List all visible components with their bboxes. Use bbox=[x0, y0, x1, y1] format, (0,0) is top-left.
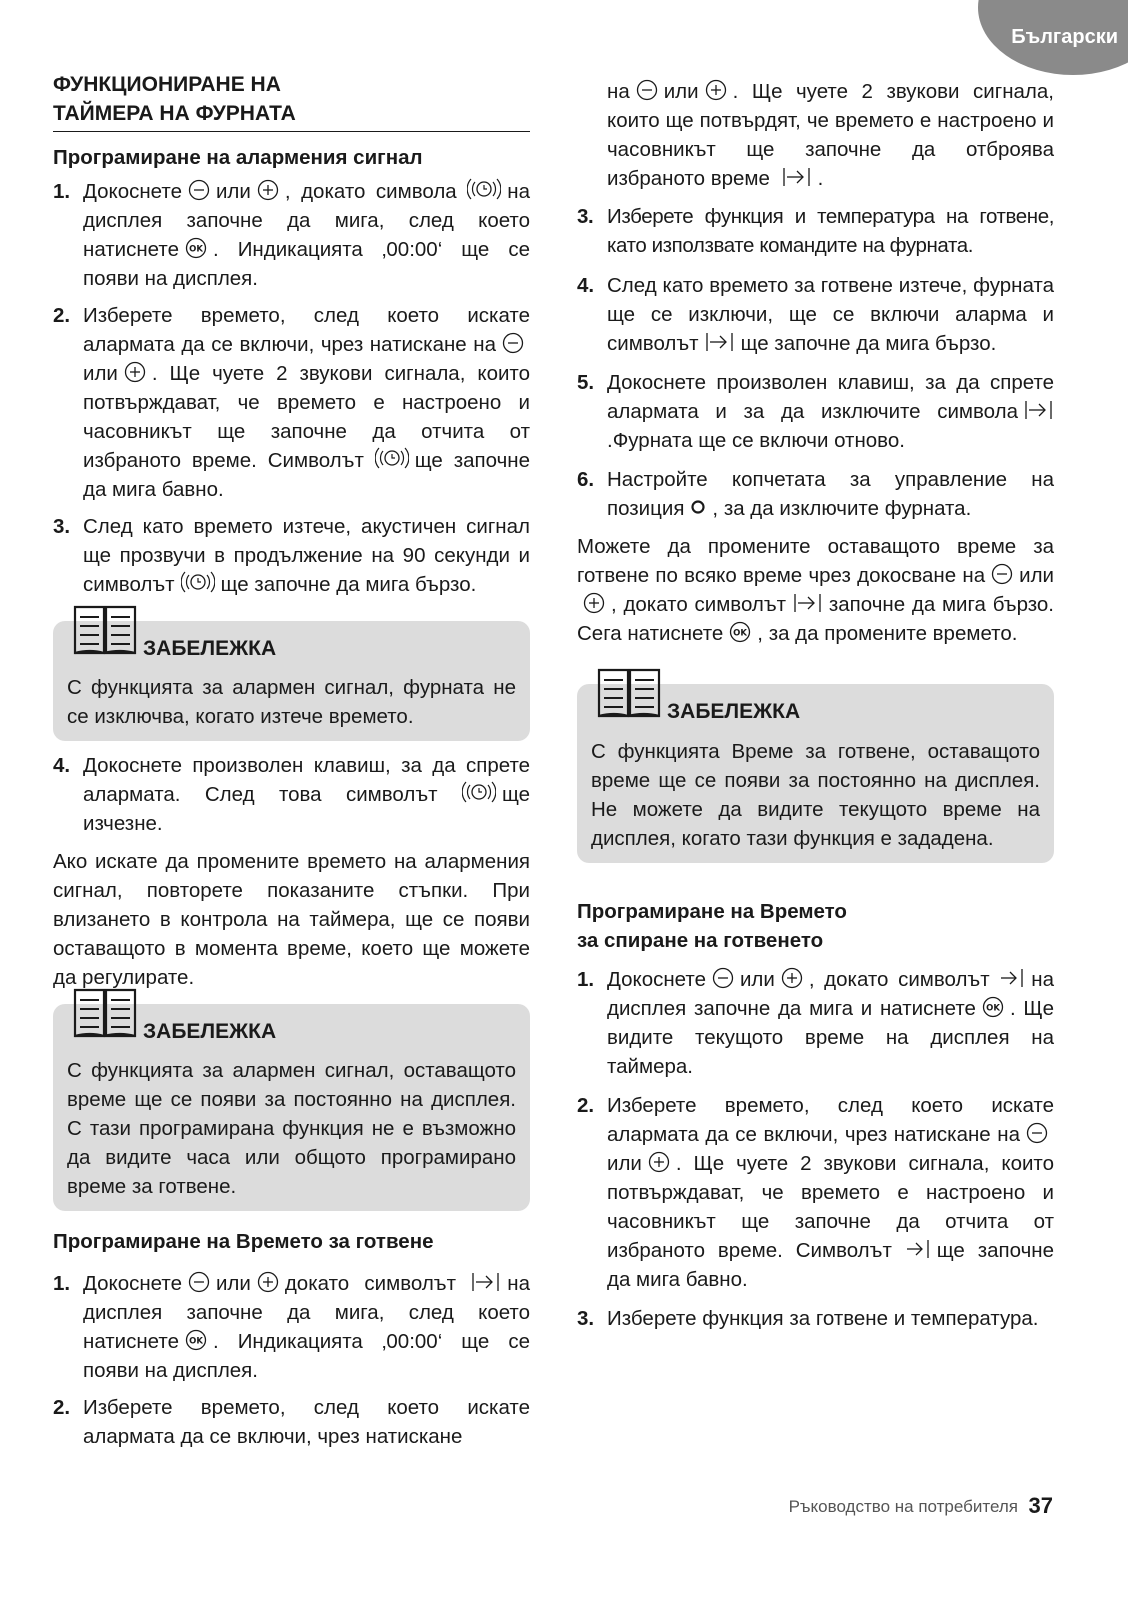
step-text: След като времето за готвене изтече, фурната ще се изключи, ще се включи аларма и символът ще започне да мига бързо. bbox=[607, 274, 1054, 355]
minus-icon bbox=[188, 1271, 210, 1293]
step-text: Докоснете или докато символът на дисплея започне да мига, след което натиснете . Индикацията ‚00:00‘ ще се появи на дисплея. bbox=[83, 1272, 530, 1382]
step-number: 4. bbox=[577, 274, 595, 297]
cook-steps bbox=[53, 1269, 530, 1451]
section-title-line2: ТАЙМЕРА НА ФУРНАТА bbox=[53, 102, 296, 125]
plus-icon bbox=[781, 967, 803, 989]
cook-time-icon bbox=[793, 592, 823, 614]
step-text: Изберете функция и температура на готвене, като използвате командите на фурната. bbox=[607, 205, 1054, 257]
step-text: Изберете времето, след което искате алармата да се включи, чрез натискане bbox=[83, 1396, 530, 1448]
step-text: Докоснете или , докато символът на дисплея започне да мига и натиснете . Ще видите текущото време на дисплея на таймера. bbox=[607, 968, 1054, 1078]
end-time-icon bbox=[905, 1238, 931, 1260]
ok-icon bbox=[185, 1329, 207, 1351]
cook-step-2 bbox=[53, 1393, 530, 1451]
alarm-step-2 bbox=[53, 301, 530, 504]
stop-heading-line2: за спиране на готвенето bbox=[577, 929, 824, 952]
note-title: ЗАБЕЛЕЖКА bbox=[667, 700, 801, 723]
note-text: С функцията за алармен сигнал, фурната не се изключва, когато изтече времето. bbox=[67, 676, 516, 728]
stop-heading-line1: Програмиране на Времето bbox=[577, 900, 847, 923]
step-number: 3. bbox=[577, 205, 594, 228]
minus-icon bbox=[1026, 1122, 1048, 1144]
alarm-step-3 bbox=[53, 512, 530, 599]
note-text: С функцията Време за готвене, оставащото време ще се появи за постоянно на дисплея. Не можете да видите текущото време на дисплея, когато тази функция е зададена. bbox=[591, 740, 1040, 850]
end-time-icon bbox=[999, 967, 1025, 989]
minus-icon bbox=[636, 79, 658, 101]
step-number: 2. bbox=[53, 1396, 71, 1419]
plus-icon bbox=[257, 1271, 279, 1293]
cook-step-5 bbox=[577, 368, 1054, 455]
step-number: 4. bbox=[53, 754, 71, 777]
step-text: на или . Ще чуете 2 звукови сигнала, които ще потвърдят, че времето е настроено и часовникът ще започне да отброява избраното време . bbox=[607, 80, 1054, 190]
footer-text: Ръководство на потребителя bbox=[788, 1497, 1018, 1516]
step-text: Докоснете произволен клавиш, за да спрете алармата и за да изключите символа.Фурната ще се включи отново. bbox=[607, 371, 1054, 452]
section-title bbox=[53, 70, 530, 132]
cook-step-4 bbox=[577, 271, 1054, 358]
step-number: 2. bbox=[53, 304, 71, 327]
step-text: Изберете функция за готвене и температура. bbox=[607, 1307, 1039, 1330]
step-text: Докоснете или , докато символа на дисплея започне да мига, след което натиснете . Индикацията ‚00:00‘ ще се появи на дисплея. bbox=[83, 177, 530, 293]
note-title: ЗАБЕЛЕЖКА bbox=[143, 637, 277, 660]
step-text: След като времето изтече, акустичен сигнал ще прозвучи в продължение на 90 секунди и символът ще започне да мига бързо. bbox=[83, 515, 530, 596]
alarm-step-4 bbox=[53, 751, 530, 838]
note-text: С функцията за алармен сигнал, оставащото време ще се появи за постоянно на дисплея. С тази програмирана функция не е възможно да видите часа или общото програмирано време за готвене. bbox=[67, 1059, 516, 1198]
step-number: 3. bbox=[577, 1307, 595, 1330]
minus-icon bbox=[991, 563, 1013, 585]
note-title: ЗАБЕЛЕЖКА bbox=[143, 1020, 277, 1043]
plus-icon bbox=[705, 79, 727, 101]
cook-step-2-continued bbox=[577, 77, 1054, 193]
note-box-1 bbox=[53, 621, 530, 741]
right-column bbox=[577, 0, 1054, 1333]
step-number: 3. bbox=[53, 515, 71, 538]
stop-steps bbox=[577, 965, 1054, 1333]
plus-icon bbox=[257, 179, 279, 201]
step-text: Настройте копчетата за управление на позиция , за да изключите фурната. bbox=[607, 468, 1054, 520]
cook-time-icon bbox=[782, 166, 812, 188]
page-number: 37 bbox=[1028, 1493, 1053, 1518]
plus-icon bbox=[583, 592, 605, 614]
change-cook-time-paragraph: Можете да промените оставащото време за готвене по всяко време чрез докосване на или, докато символът започне да мига бързо. Сега натиснете , за да промените времето. bbox=[577, 535, 1055, 645]
cook-steps-cont bbox=[577, 202, 1054, 523]
alarm-steps-cont bbox=[53, 751, 530, 838]
book-note-icon bbox=[597, 668, 661, 720]
alarm-bell-icon bbox=[181, 570, 215, 594]
step-text: Докоснете произволен клавиш, за да спрете алармата. След това символът ще изчезне. bbox=[83, 754, 530, 835]
cook-time-heading: Програмиране на Времето за готвене bbox=[53, 1230, 434, 1253]
alarm-bell-icon bbox=[462, 780, 496, 804]
ok-icon bbox=[185, 237, 207, 259]
note-header bbox=[67, 1004, 516, 1048]
plus-icon bbox=[124, 361, 146, 383]
cook-step-1 bbox=[53, 1269, 530, 1385]
change-alarm-paragraph: Ако искате да промените времето на алармения сигнал, повторете показаните стъпки. При влизането в контрола на таймера, ще се появи оставащото в момента време, което ще можете да регулирате. bbox=[53, 850, 530, 989]
cook-time-icon bbox=[705, 331, 735, 353]
step-number: 1. bbox=[577, 968, 595, 991]
stop-time-heading bbox=[577, 897, 1054, 955]
book-note-icon bbox=[73, 988, 137, 1040]
note-header bbox=[591, 684, 1040, 728]
ok-icon bbox=[982, 996, 1004, 1018]
alarm-steps bbox=[53, 177, 530, 599]
step-number: 5. bbox=[577, 371, 595, 394]
note-header bbox=[67, 621, 516, 665]
alarm-step-1 bbox=[53, 177, 530, 293]
step-number: 6. bbox=[577, 468, 595, 491]
stop-step-2 bbox=[577, 1091, 1054, 1294]
step-number: 1. bbox=[53, 1272, 71, 1295]
left-column bbox=[53, 0, 530, 1451]
section-title-line1: ФУНКЦИОНИРАНЕ НА bbox=[53, 73, 281, 96]
step-number: 2. bbox=[577, 1094, 595, 1117]
ok-icon bbox=[729, 621, 751, 643]
alarm-heading: Програмиране на алармения сигнал bbox=[53, 146, 423, 169]
minus-icon bbox=[502, 332, 524, 354]
minus-icon bbox=[188, 179, 210, 201]
cook-time-icon bbox=[1024, 399, 1054, 421]
language-label: Български bbox=[1011, 26, 1118, 48]
cook-time-icon bbox=[471, 1271, 501, 1293]
plus-icon bbox=[648, 1151, 670, 1173]
alarm-bell-icon bbox=[375, 446, 409, 470]
note-box-3 bbox=[577, 684, 1054, 863]
step-number: 1. bbox=[53, 180, 71, 203]
minus-icon bbox=[712, 967, 734, 989]
step-text: Изберете времето, след което искате алармата да се включи, чрез натискане наили . Ще чуете 2 звукови сигнала, които потвърждават, че времето е настроено и часовникът ще започне да отчита от избраното време. Символът ще започне да мига бавно. bbox=[83, 304, 530, 501]
step-text: Изберете времето, след което искате алармата да се включи, чрез натискане наили . Ще чуете 2 звукови сигнала, които потвърждават, че времето е настроено и часовникът ще започне да отчита от избраното време. Символът ще започне да мига бавно. bbox=[607, 1094, 1054, 1291]
cook-step-6 bbox=[577, 465, 1054, 523]
cook-step-3 bbox=[577, 202, 1054, 260]
off-position-icon bbox=[690, 499, 706, 515]
book-note-icon bbox=[73, 605, 137, 657]
alarm-bell-icon bbox=[467, 177, 501, 201]
note-box-2 bbox=[53, 1004, 530, 1211]
stop-step-3 bbox=[577, 1304, 1054, 1333]
stop-step-1 bbox=[577, 965, 1054, 1081]
